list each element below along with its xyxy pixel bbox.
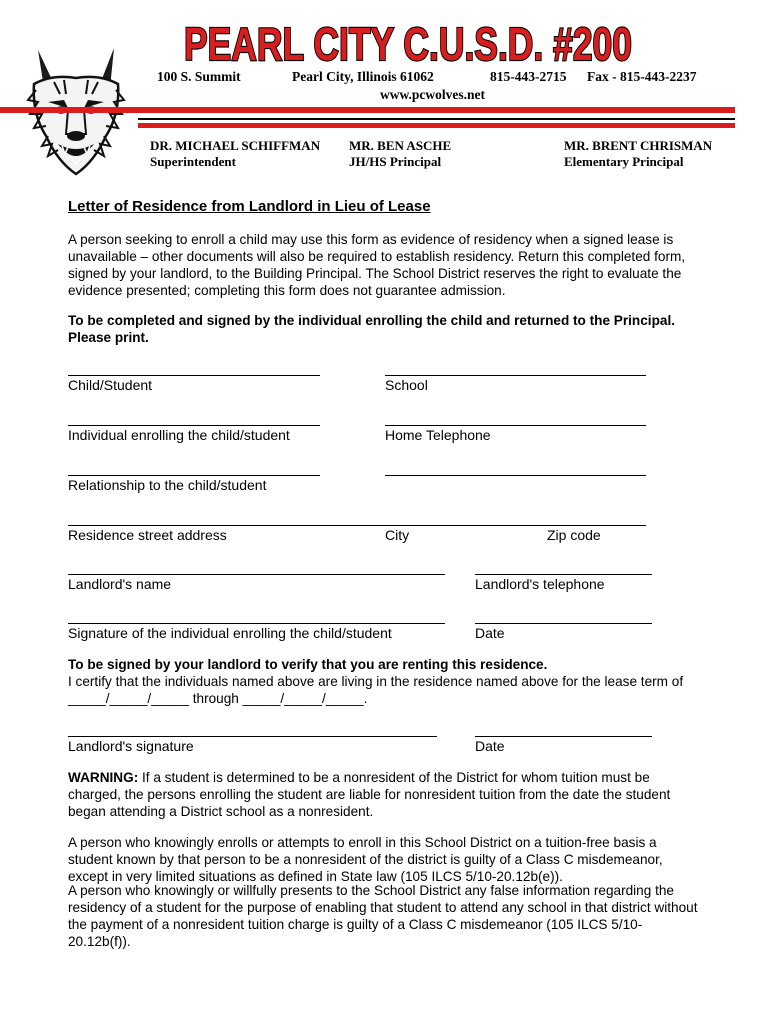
individual-enrolling-label: Individual enrolling the child/student: [68, 427, 290, 443]
header-rule-red-bottom: [138, 123, 735, 128]
header-rule-red-top: [0, 107, 735, 113]
district-title: [178, 14, 638, 72]
header-rule-black: [138, 118, 735, 120]
staff-name-hs-principal: MR. BEN ASCHE: [349, 138, 452, 153]
date2-label: Date: [475, 738, 505, 754]
landlord-name-label: Landlord's name: [68, 576, 172, 592]
relationship-label: Relationship to the child/student: [68, 477, 267, 493]
signature-enrolling-line[interactable]: [68, 623, 445, 624]
home-telephone-label: Home Telephone: [385, 427, 491, 443]
legal-paragraph-1: A person who knowingly enrolls or attempts to enroll in this School District on a tuition-free basis a student known by that person to be a nonresident of the district is guilty of a Class C misdemeanor, except in very limited situations as defined in State law (105 ILCS 5/10-20.12b(e)).: [68, 835, 663, 884]
home-telephone-line[interactable]: [385, 425, 646, 426]
intro-paragraph: A person seeking to enroll a child may use this form as evidence of residency when a signed lease is unavailable – other documents will also be required to establish residency. Return this completed form, signed by your landlord, to the Building Principal. The School District reserves the right to evaluate the evidence presented; completing this form does not guarantee admission.: [68, 232, 686, 298]
school-line[interactable]: [385, 375, 646, 376]
address: 100 S. Summit: [157, 69, 241, 84]
residence-address-line[interactable]: [68, 525, 646, 526]
date2-line[interactable]: [475, 736, 652, 737]
city-state-zip: Pearl City, Illinois 61062: [292, 69, 434, 84]
school-label: School: [385, 377, 428, 393]
instruction-text: To be completed and signed by the individual enrolling the child and returned to the Principal. Please print.: [68, 313, 675, 345]
relationship-line[interactable]: [68, 475, 320, 476]
relationship-extra-line[interactable]: [385, 475, 646, 476]
zip-code-label: Zip code: [547, 527, 601, 543]
phone-number: 815-443-2715: [490, 69, 567, 84]
child-student-label: Child/Student: [68, 377, 153, 393]
landlord-name-line[interactable]: [68, 574, 445, 575]
residence-address-label: Residence street address: [68, 527, 227, 543]
date1-line[interactable]: [475, 623, 652, 624]
form-title: Letter of Residence from Landlord in Lieu of Lease: [68, 198, 431, 215]
lease-term-dates[interactable]: _____/_____/_____ through _____/_____/_____.: [68, 691, 368, 706]
signature-enrolling-label: Signature of the individual enrolling the child/student: [68, 625, 392, 641]
landlord-certification-line1: I certify that the individuals named above are living in the residence named above for the lease term of: [68, 674, 684, 689]
staff-title-elem-principal: Elementary Principal: [564, 154, 684, 169]
city-label: City: [385, 527, 410, 543]
landlord-heading: To be signed by your landlord to verify that you are renting this residence.: [68, 657, 548, 672]
staff-title-superintendent: Superintendent: [150, 154, 236, 169]
staff-title-hs-principal: JH/HS Principal: [349, 154, 442, 169]
child-student-line[interactable]: [68, 375, 320, 376]
fax-number: Fax - 815-443-2237: [587, 69, 697, 84]
warning-text: If a student is determined to be a nonresident of the District for whom tuition must be charged, the persons enrolling the student are liable for nonresident tuition from the date the student began attending a District school as a nonresident.: [68, 770, 671, 819]
staff-name-superintendent: DR. MICHAEL SCHIFFMAN: [150, 138, 321, 153]
warning-paragraph: [68, 769, 694, 820]
individual-enrolling-line[interactable]: [68, 425, 320, 426]
district-title-text: PEARL CITY C.U.S.D. #200: [184, 18, 632, 70]
landlord-telephone-label: Landlord's telephone: [475, 576, 605, 592]
landlord-telephone-line[interactable]: [475, 574, 652, 575]
legal-paragraph-2: A person who knowingly or willfully presents to the School District any false information regarding the residency of a student for the purpose of enabling that student to attend any school in that district without the payment of a nonresident tuition charge is guilty of a Class C misdemeanor (105 ILCS 5/10-20.12b(f)).: [68, 883, 698, 949]
landlord-signature-label: Landlord's signature: [68, 738, 194, 754]
warning-label: WARNING:: [68, 770, 139, 785]
website: www.pcwolves.net: [380, 87, 485, 102]
landlord-signature-line[interactable]: [68, 736, 437, 737]
date1-label: Date: [475, 625, 505, 641]
staff-name-elem-principal: MR. BRENT CHRISMAN: [564, 138, 713, 153]
